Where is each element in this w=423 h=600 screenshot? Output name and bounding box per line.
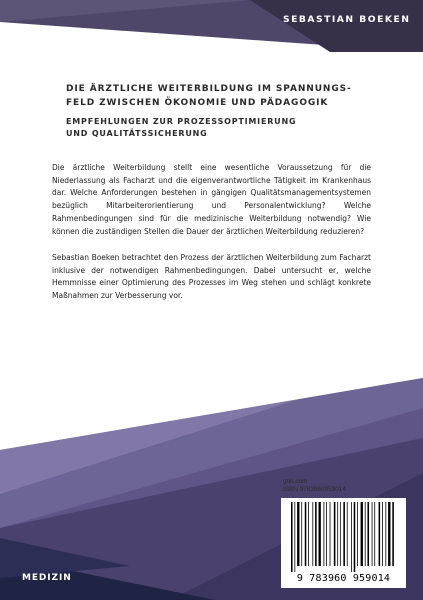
- barcode-bar: [297, 502, 299, 566]
- barcode-bar: [315, 502, 317, 566]
- barcode-bar: [392, 502, 394, 566]
- publisher-website: grin.com: [283, 478, 308, 485]
- barcode-bar: [357, 502, 358, 566]
- barcode-bar: [294, 502, 295, 572]
- barcode-bar: [365, 502, 366, 566]
- barcode-bar: [354, 502, 356, 572]
- barcode-bar: [351, 502, 352, 572]
- blurb-paragraph-2: Sebastian Boeken betrachtet den Prozess der ärztlichen Weiterbildung zum Facharzt inklusive der notwendigen Rahmenbedingungen. Dabei untersucht er, welche Hemmnisse einer Optimierung des Prozesses im Weg stehen und schlägt konkrete Maßnahmen zur Verbesserung vor.: [52, 253, 371, 301]
- barcode-digits: 9 783960 959014: [296, 573, 391, 584]
- top-band-shapes: [0, 0, 423, 52]
- series-label: MEDIZIN: [22, 573, 72, 583]
- barcode-bar: [374, 502, 375, 566]
- barcode-bar: [337, 502, 338, 566]
- barcode-bar: [388, 502, 390, 566]
- barcode-bar: [326, 502, 327, 566]
- book-subtitle: EMPFEHLUNGEN ZUR PROZESSOPTIMIERUNG UND QUALITÄTSSICHERUNG: [66, 117, 297, 138]
- imprint: [283, 478, 346, 494]
- barcode-bar: [291, 502, 293, 572]
- barcode-bar: [372, 502, 373, 566]
- barcode-bar: [385, 502, 386, 566]
- isbn-barcode: [281, 498, 406, 588]
- barcode-bar: [367, 502, 369, 566]
- barcode-bar: [382, 502, 383, 566]
- barcode-bar: [379, 502, 381, 566]
- book-title: DIE ÄRZTLICHE WEITERBILDUNG IM SPANNUNGS- FELD ZWISCHEN ÖKONOMIE UND PÄDAGOGIK: [66, 84, 352, 108]
- barcode-bars: [289, 502, 398, 572]
- barcode-bar: [347, 502, 348, 566]
- barcode-bar: [330, 502, 331, 566]
- barcode-bar: [308, 502, 309, 566]
- barcode-bar: [361, 502, 363, 566]
- barcode-bar: [301, 502, 302, 566]
- isbn-text: ISBN 9783960959014: [283, 486, 346, 493]
- top-color-band: [0, 0, 423, 52]
- barcode-bar: [312, 502, 313, 566]
- barcode-bar: [340, 502, 341, 566]
- barcode-bar: [305, 502, 307, 566]
- barcode-bar: [324, 502, 325, 566]
- barcode-bar: [319, 502, 321, 566]
- blurb-paragraph-1: Die ärztliche Weiterbildung stellt eine wesentliche Voraussetzung für die Niederlassung als Facharzt und die eigenverantwortliche Tätigkeit im Krankenhaus dar. Welche Anforderungen bestehen in gängigen Qualitätsmanagementsystemen bezüglich Mitarbeiterorientierung und Personalentwicklung? Welche Rahmenbedingungen sind für die medizinische Weiterbildung notwendig? Wie können die zuständigen Stellen die Dauer der ärztlichen Weiterbildung reduzieren?: [52, 163, 371, 236]
- author-name: SEBASTIAN BOEKEN: [283, 14, 411, 25]
- barcode-bar: [343, 502, 345, 566]
- barcode-bar: [334, 502, 336, 566]
